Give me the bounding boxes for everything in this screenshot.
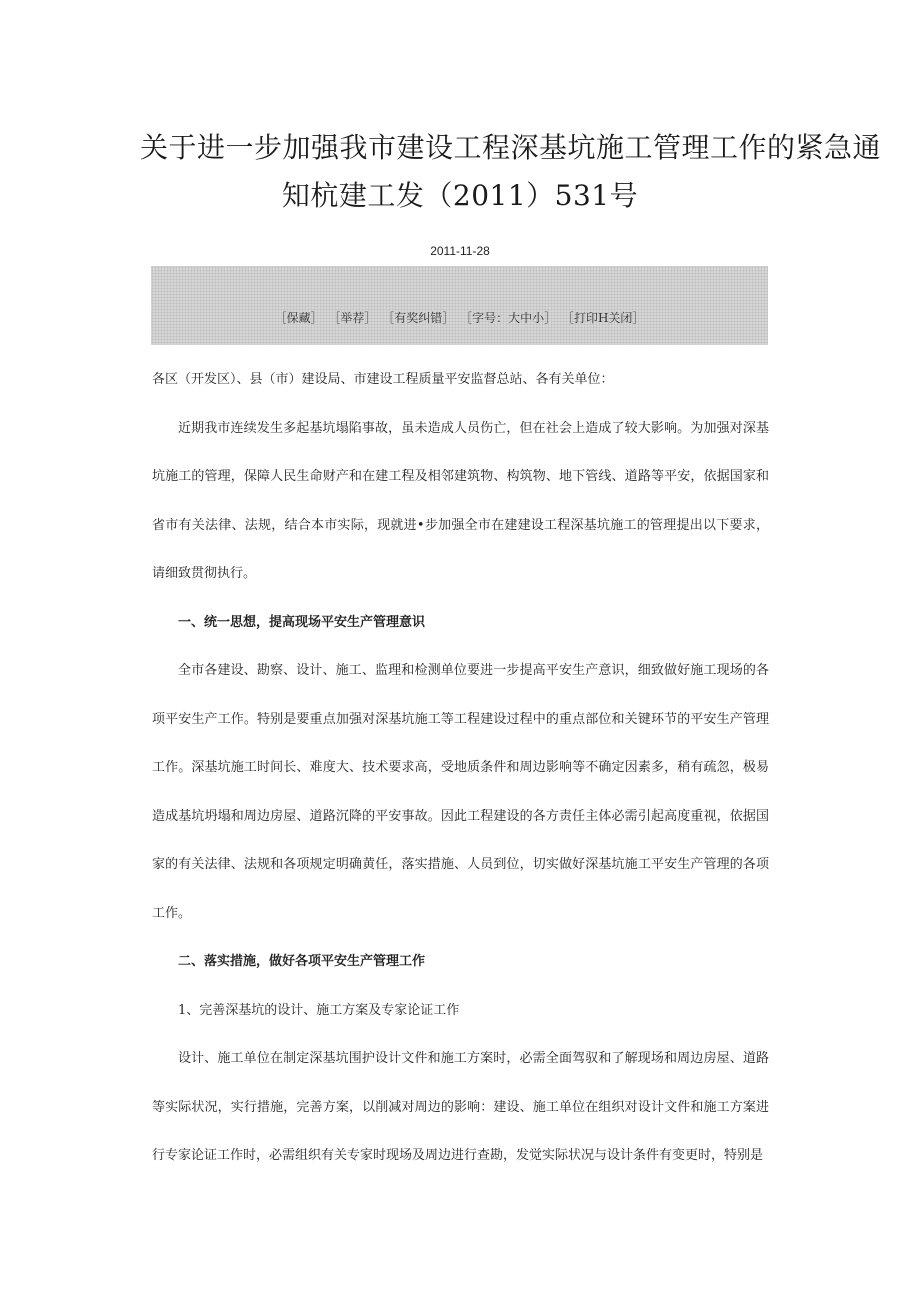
recommend-link[interactable]: ［举荐］ [328, 311, 377, 325]
section-1-paragraph: 全市各建设、勘察、设计、施工、监理和检测单位要进一步提高平安生产意识，细致做好施工现场的各项平安生产工作。特别是要重点加强对深基坑施工等工程建设过程中的重点部位和关键环节的平安生产管理工作。深基坑施工时间长、难度大、技术要求高，受地质条件和周边影响等不确定因素多，稍有疏忽，极易造成基坑坍塌和周边房屋、道路沉降的平安事故。因此工程建设的各方责任主体必需引起高度重视，依据国家的有关法律、法规和各项规定明确黄任，落实措施、人员到位，切实做好深基坑施工平安生产管理的各项工作。 [152, 663, 769, 921]
section-2-subheading-1: 1、完善深基坑的设计、施工方案及专家论证工作 [178, 1002, 460, 1018]
section-2-paragraph: 设计、施工单位在制定深基坑围护设计文件和施工方案时，必需全面驾驭和了解现场和周边房屋、道路等实际状况，实行措施，完善方案，以削减对周边的影响：建设、施工单位在组织对设计文件和施工方案进行专家论证工作时，必需组织有关专家时现场及周边进行查勘，发觉实际状况与设计条件有变更时，特别是 [152, 1051, 769, 1163]
publish-date: 2011-11-28 [430, 244, 490, 258]
intro-paragraph: 近期我市连续发生多起基坑塌陷事故，虽未造成人员伤亡，但在社会上造成了较大影响。为加强对深基坑施工的管理，保障人民生命财产和在建工程及相邻建筑物、构筑物、地下管线、道路等平安，依据国家和省市有关法律、法规，结合本市实际，现就进•步加强全市在建建设工程深基坑施工的管理提出以下要求，请细致贯彻执行。 [152, 420, 769, 581]
salutation: 各区（开发区）、县（市）建设局、市建设工程质量平安监督总站、各有关单位： [152, 372, 614, 387]
font-size-link[interactable]: ［字号：大中小］ [460, 311, 557, 325]
title-line-1: 关于进一步加强我市建设工程深基坑施工管理工作的紧急通 [140, 131, 882, 164]
favorite-link[interactable]: ［保藏］ [274, 311, 323, 325]
toolbar-links [151, 309, 768, 326]
report-error-link[interactable]: ［有奖纠错］ [382, 311, 455, 325]
print-close-link[interactable]: ［打印H关闭］ [561, 311, 645, 325]
section-2-heading: 二、落实措施，做好各项平安生产管理工作 [178, 954, 426, 969]
title-line-2: 知杭建工发（2011）531号 [281, 179, 639, 212]
article-toolbar [151, 266, 768, 345]
section-1-heading: 一、统一思想，提高现场平安生产管理意识 [178, 614, 426, 630]
document-title [140, 124, 882, 220]
article-body [152, 356, 769, 1181]
